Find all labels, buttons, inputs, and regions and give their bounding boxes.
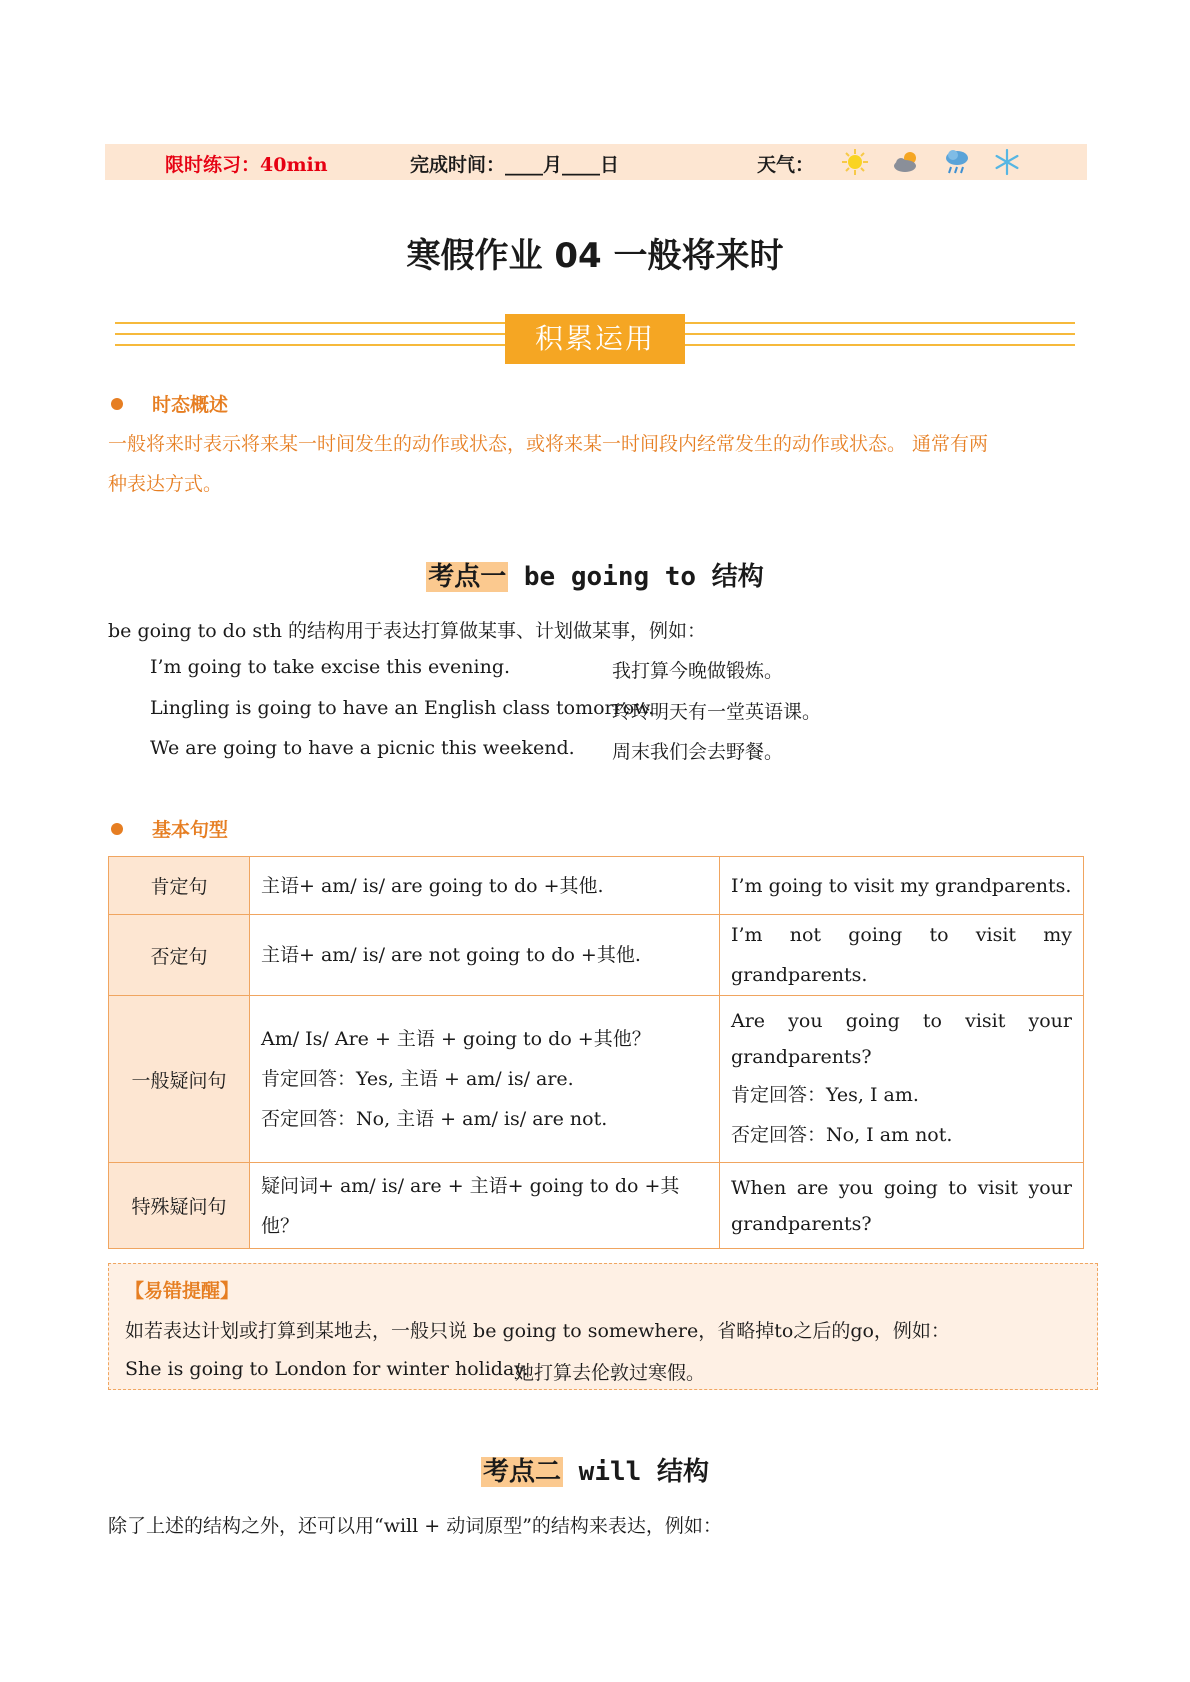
table-row	[109, 1163, 1084, 1249]
row-example	[720, 857, 1084, 915]
row-name: 一般疑问句	[109, 996, 250, 1163]
tip-line-1: 如若表达计划或打算到某地去，一般只说 be going to somewhere，省略掉to之后的go，例如：	[125, 1320, 950, 1342]
page-title: 寒假作业 04 一般将来时	[406, 236, 784, 276]
overview-line-1: 一般将来时表示将来某一时间发生的动作或状态，或将来某一时间段内经常发生的动作或状态。 通常有两	[108, 433, 989, 455]
finish-time: 完成时间：____月____日	[410, 154, 620, 176]
row-name: 特殊疑问句	[109, 1163, 250, 1249]
example-line: When are you going to visit your	[731, 1176, 1072, 1199]
example-en: I’m going to take excise this evening.	[150, 656, 511, 678]
overview-text	[108, 424, 1088, 504]
table-row	[109, 996, 1084, 1163]
snow-icon	[992, 147, 1022, 177]
banner-line	[115, 322, 505, 324]
point2-heading	[0, 1451, 1190, 1488]
structure-line: 肯定回答：Yes, 主语 + am/ is/ are.	[261, 1068, 574, 1090]
row-structure	[250, 857, 720, 915]
tip-line-2-en: She is going to London for winter holiday.	[125, 1358, 529, 1380]
point1-intro: be going to do sth 的结构用于表达打算做某事、计划做某事，例如：	[108, 620, 706, 642]
example-en: Lingling is going to have an English class tomorrow.	[150, 697, 655, 719]
row-structure	[250, 1163, 720, 1249]
example-line: Are you going to visit your	[731, 1010, 1072, 1032]
overview-heading: 时态概述	[152, 394, 229, 416]
example-line: 否定回答：No, I am not.	[731, 1124, 953, 1146]
example-line: grandparents?	[731, 1212, 872, 1235]
tip-box	[108, 1263, 1098, 1390]
banner-line	[115, 344, 505, 346]
overview-line-2: 种表达方式。	[108, 473, 223, 495]
cloudy-icon	[891, 147, 921, 177]
weather-label: 天气：	[757, 154, 815, 176]
tip-line-2-zh: 她打算去伦敦过寒假。	[515, 1362, 706, 1384]
example-zh: 我打算今晚做锻炼。	[612, 660, 784, 682]
pattern-table	[108, 856, 1084, 1249]
banner-line	[685, 333, 1075, 335]
patterns-heading: 基本句型	[152, 819, 229, 841]
point1-keyword: be going to	[508, 562, 712, 592]
point2-tail: 结构	[656, 1457, 709, 1487]
tip-title: 【易错提醒】	[125, 1280, 240, 1302]
point1-label: 考点一	[428, 562, 507, 592]
row-structure	[250, 996, 720, 1163]
example-line: grandparents?	[731, 1046, 872, 1068]
structure-line: Am/ Is/ Are + 主语 + going to do +其他？	[261, 1028, 651, 1050]
point2-intro: 除了上述的结构之外，还可以用“will + 动词原型”的结构来表达，例如：	[108, 1515, 722, 1537]
rain-icon	[942, 147, 972, 177]
row-example	[720, 996, 1084, 1163]
banner-line	[685, 322, 1075, 324]
time-limit	[165, 150, 328, 177]
row-structure	[250, 915, 720, 996]
example-line: I’m going to visit my grandparents.	[731, 874, 1072, 897]
bullet-icon	[111, 398, 123, 410]
banner-line	[685, 344, 1075, 346]
banner-line	[115, 333, 505, 335]
example-line: I’m not going to visit my grandparents.	[731, 924, 1072, 986]
table-row	[109, 915, 1084, 996]
bullet-icon	[111, 823, 123, 835]
header-bar	[105, 144, 1087, 180]
row-example	[720, 1163, 1084, 1249]
example-zh: 周末我们会去野餐。	[612, 741, 784, 763]
structure-line: 主语+ am/ is/ are not going to do +其他.	[261, 944, 641, 966]
row-name: 否定句	[109, 915, 250, 996]
point2-keyword: will	[563, 1457, 657, 1487]
structure-line: 疑问词+ am/ is/ are + 主语+ going to do +其他？	[261, 1174, 680, 1237]
row-example	[720, 915, 1084, 996]
point2-label: 考点二	[483, 1457, 562, 1487]
point1-heading	[0, 556, 1190, 593]
example-zh: 玲玲明天有一堂英语课。	[612, 701, 822, 723]
structure-line: 主语+ am/ is/ are going to do +其他.	[261, 874, 604, 897]
time-limit-label: 限时练习：	[165, 154, 261, 176]
structure-line: 否定回答：No, 主语 + am/ is/ are not.	[261, 1108, 608, 1130]
sun-icon	[840, 147, 870, 177]
section-banner: 积累运用	[505, 314, 685, 364]
example-line: 肯定回答：Yes, I am.	[731, 1084, 919, 1106]
point1-tail: 结构	[711, 562, 764, 592]
time-limit-value: 40min	[260, 154, 328, 176]
example-en: We are going to have a picnic this weekend.	[150, 737, 575, 759]
row-name: 肯定句	[109, 857, 250, 915]
table-row	[109, 857, 1084, 915]
